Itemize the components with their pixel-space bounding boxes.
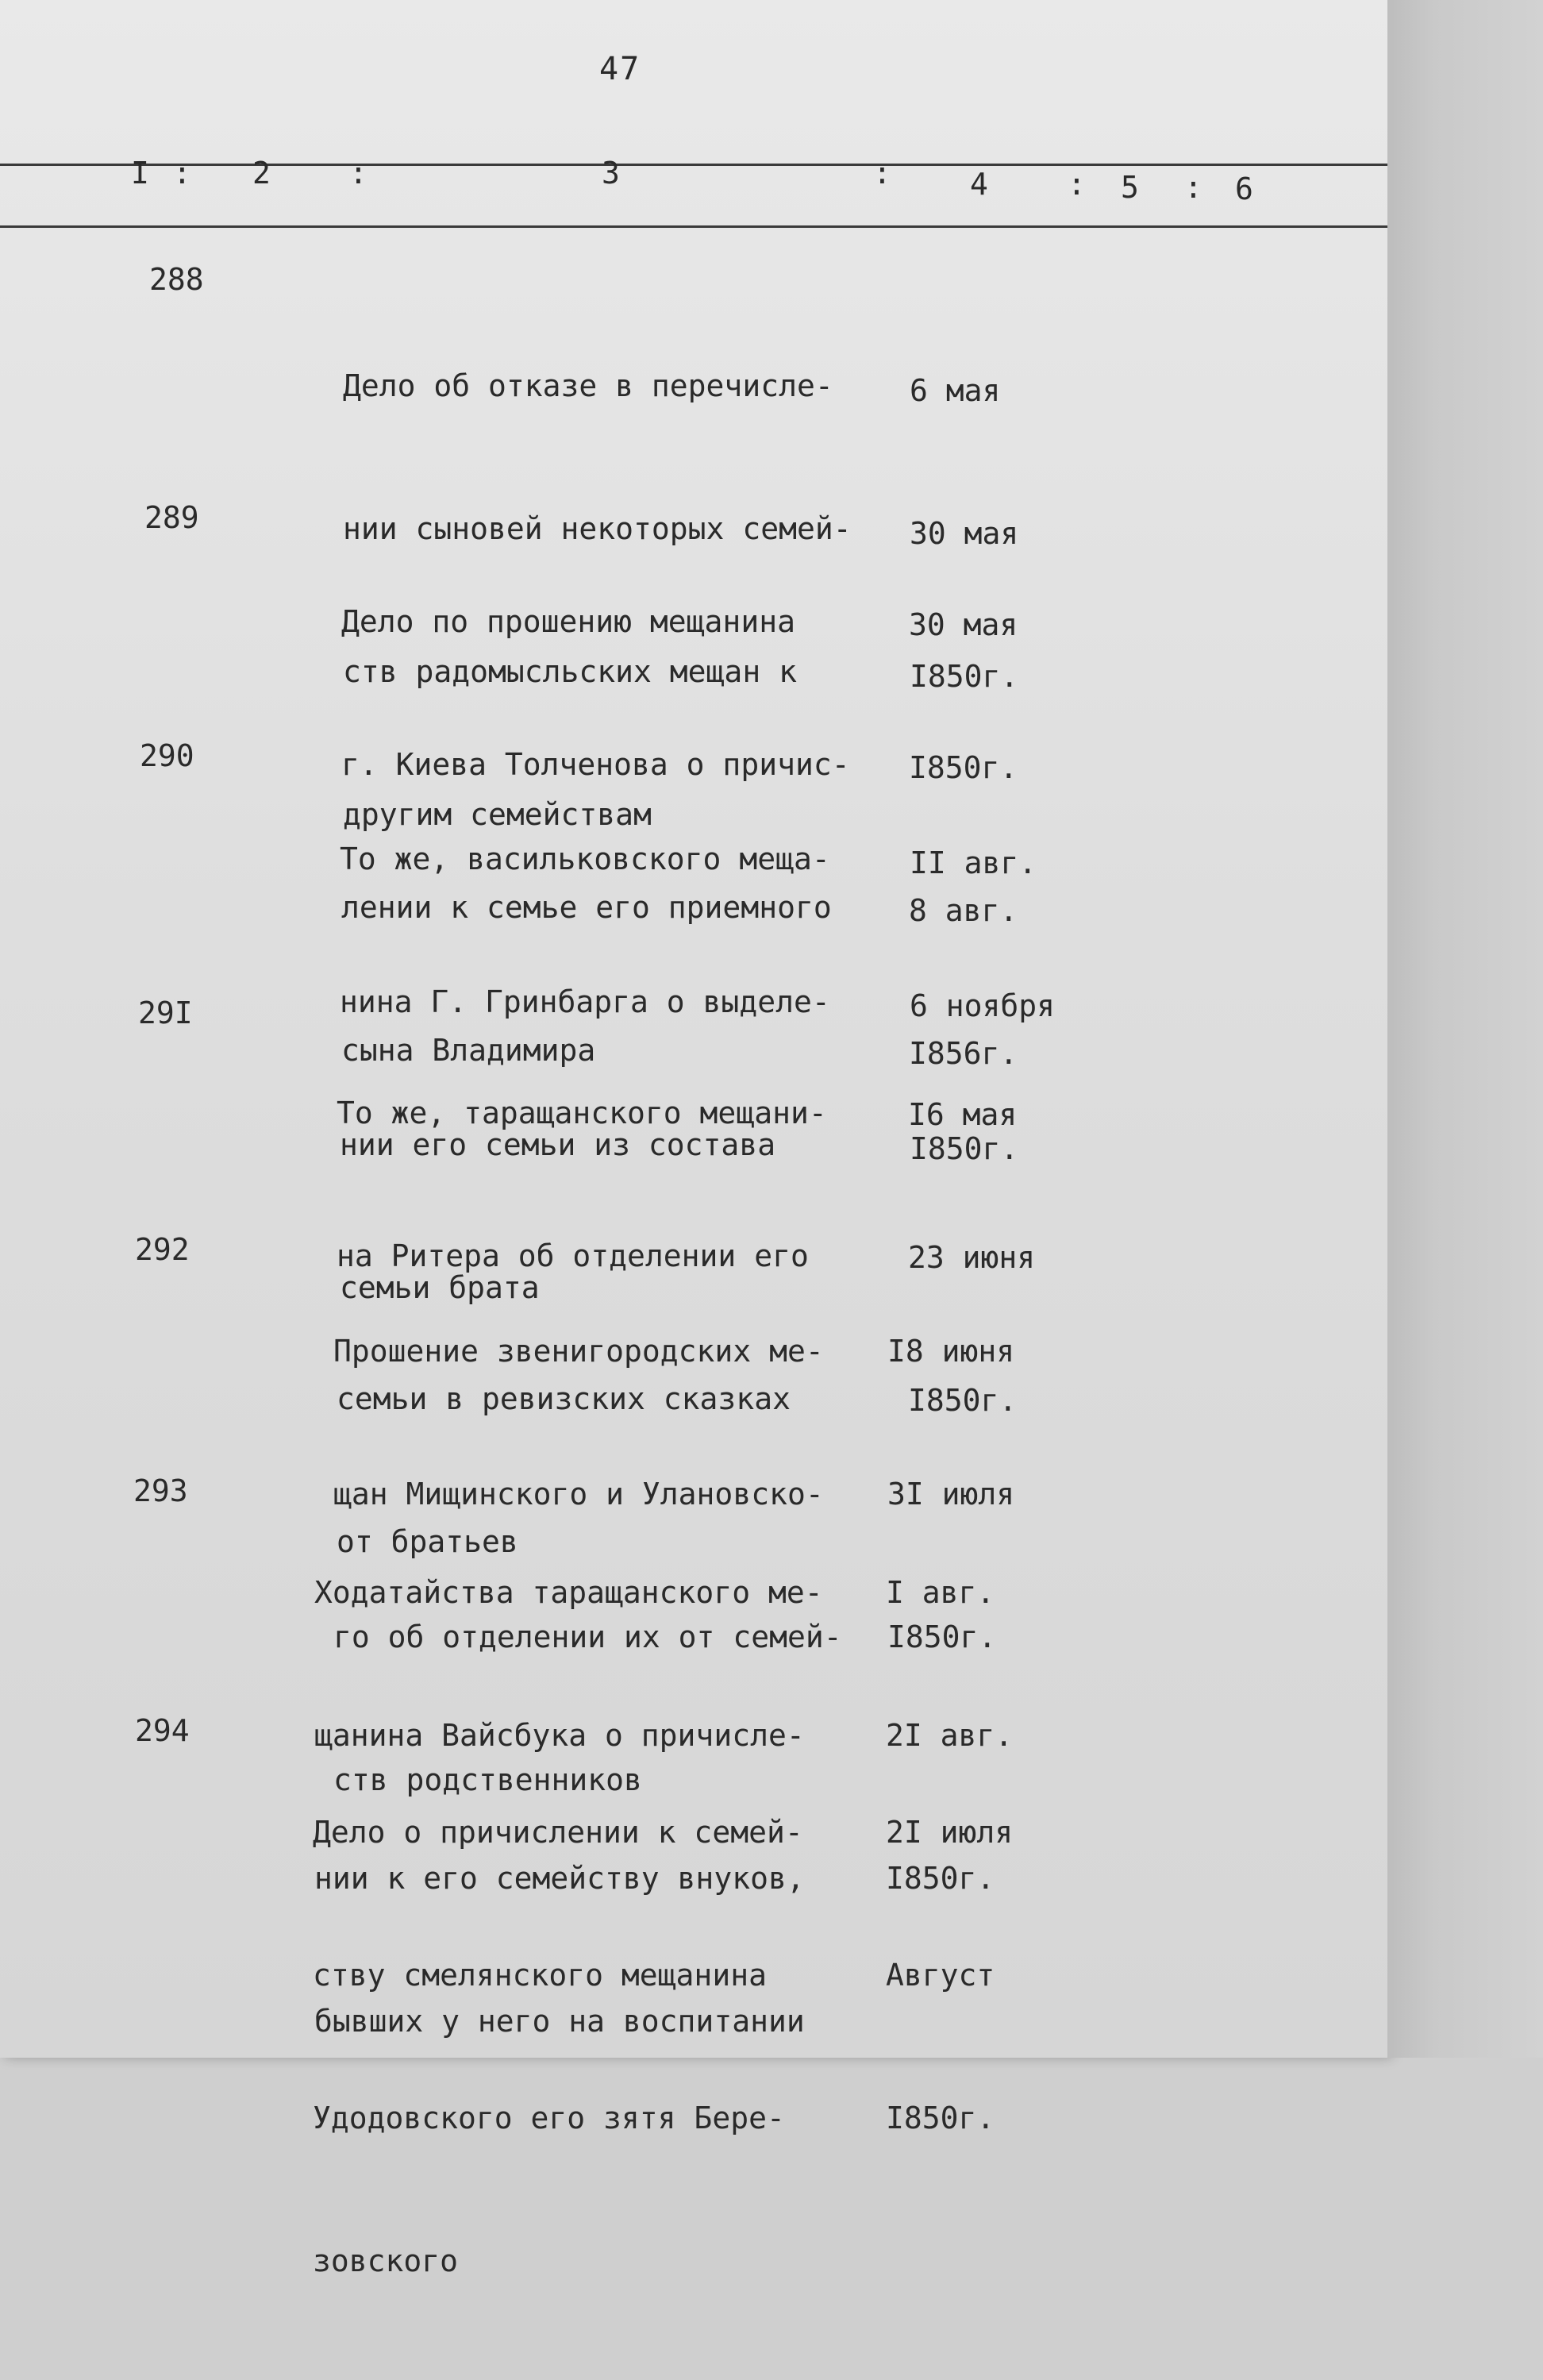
description-line: семьи в ревизских сказках bbox=[337, 1381, 791, 1416]
description-line: Прошение звенигородских ме- bbox=[333, 1334, 824, 1369]
date-line: I6 мая bbox=[908, 1097, 1018, 1132]
date-line: I850г. bbox=[908, 1383, 1018, 1418]
column-header-separator: : bbox=[1068, 167, 1086, 202]
header-top-rule bbox=[0, 164, 1387, 166]
column-header-2: 2 bbox=[252, 156, 271, 191]
page-number: 47 bbox=[599, 51, 641, 87]
description-line: го об отделении их от семей- bbox=[333, 1619, 842, 1654]
description-line: Дело об отказе в перечисле- bbox=[343, 368, 833, 403]
record-dates bbox=[886, 1713, 1013, 2237]
date-line: 6 ноября bbox=[910, 988, 1056, 1023]
description-line: нии сыновей некоторых семей- bbox=[343, 511, 852, 546]
description-line: лении к семье его приемного bbox=[341, 890, 832, 925]
description-line: ств родственников bbox=[333, 1762, 642, 1797]
date-line: Август bbox=[886, 1958, 995, 1993]
description-line: То же, таращанского мещани- bbox=[337, 1096, 827, 1130]
date-line: I850г. bbox=[887, 1619, 997, 1654]
record-number: 290 bbox=[140, 738, 194, 773]
date-line: I856г. bbox=[909, 1036, 1018, 1071]
date-line: 8 авг. bbox=[909, 893, 1018, 928]
column-header-separator: : bbox=[873, 156, 891, 191]
record-number: 294 bbox=[135, 1713, 190, 1748]
record-number: 289 bbox=[144, 500, 199, 535]
description-line: Дело по прошению мещанина bbox=[341, 604, 795, 639]
description-line: от братьев bbox=[337, 1524, 518, 1559]
date-line: I авг. bbox=[886, 1575, 995, 1610]
date-line: 3I июля bbox=[887, 1477, 1015, 1512]
record-number: 29I bbox=[138, 996, 193, 1030]
column-header-4: 4 bbox=[970, 167, 988, 202]
description-line: Ходатайства таращанского ме- bbox=[314, 1575, 823, 1610]
record-number: 292 bbox=[135, 1232, 190, 1267]
description-line: зовского bbox=[313, 2243, 459, 2278]
column-header-6: 6 bbox=[1235, 171, 1253, 206]
date-line: 30 мая bbox=[910, 516, 1019, 551]
description-line: щанина Вайсбука о причисле- bbox=[314, 1718, 805, 1753]
date-line: I850г. bbox=[886, 1861, 995, 1896]
description-line: нина Г. Гринбарга о выделе- bbox=[340, 984, 830, 1019]
description-line: на Ритера об отделении его bbox=[337, 1238, 809, 1273]
column-header-separator: : bbox=[173, 156, 191, 191]
description-line: семьи брата bbox=[340, 1270, 540, 1305]
header-bottom-rule bbox=[0, 225, 1387, 228]
description-line: нии к его семейству внуков, bbox=[314, 1861, 805, 1896]
date-line: 2I авг. bbox=[886, 1718, 1014, 1753]
record-number: 288 bbox=[149, 262, 204, 297]
column-header-5: 5 bbox=[1121, 170, 1139, 205]
description-line: ству смелянского мещанина bbox=[313, 1958, 767, 1993]
column-header-3: 3 bbox=[602, 156, 620, 191]
column-header-1: I bbox=[131, 156, 149, 191]
description-line: Дело о причислении к семей- bbox=[313, 1815, 803, 1850]
description-line: Удодовского его зятя Бере- bbox=[313, 2101, 785, 2135]
date-line: II авг. bbox=[910, 845, 1037, 880]
column-header-separator: : bbox=[349, 156, 367, 191]
date-line: I8 июня bbox=[887, 1334, 1015, 1369]
column-header-separator: : bbox=[1184, 170, 1202, 205]
description-line: г. Киева Толченова о причис- bbox=[341, 747, 850, 782]
description-line: другим семействам bbox=[343, 797, 652, 832]
record-number: 293 bbox=[133, 1473, 188, 1508]
date-line: 23 июня bbox=[908, 1240, 1036, 1275]
date-line: I850г. bbox=[909, 750, 1018, 785]
date-line: I850г. bbox=[886, 2101, 995, 2135]
description-line: бывших у него на воспитании bbox=[314, 2004, 805, 2039]
description-line: ств радомысльских мещан к bbox=[343, 654, 797, 689]
record-description bbox=[313, 1713, 803, 2380]
description-line: То же, васильковского меща- bbox=[340, 841, 830, 876]
page-edge-background bbox=[1387, 0, 1543, 2058]
description-line: нии его семьи из состава bbox=[340, 1127, 776, 1162]
description-line: сына Владимира bbox=[341, 1033, 596, 1068]
date-line: I850г. bbox=[910, 659, 1019, 694]
date-line: 6 мая bbox=[910, 373, 1001, 408]
date-line: 30 мая bbox=[909, 607, 1018, 642]
date-line: I850г. bbox=[910, 1131, 1019, 1166]
date-line: 2I июля bbox=[886, 1815, 1014, 1850]
description-line: щан Мищинского и Улановско- bbox=[333, 1477, 824, 1512]
